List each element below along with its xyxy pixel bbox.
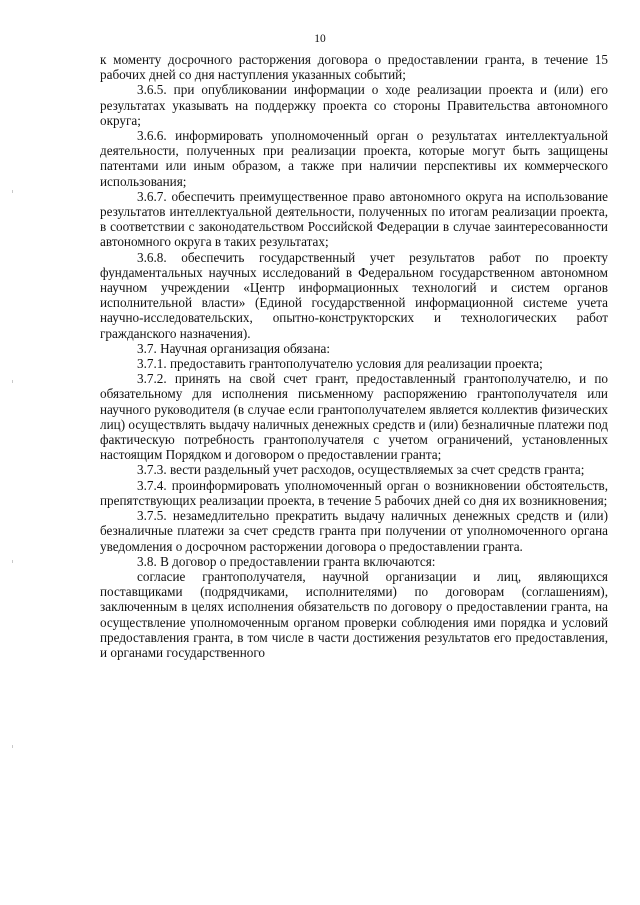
paragraph-3-7-5: 3.7.5. незамедлительно прекратить выдачу наличных денежных средств и (или) безналичные платежи за счет средств гранта при получении от уполномоченного органа уведомления о досрочном расторжении договора о предоставлении гранта. (100, 508, 608, 554)
paragraph-3-8-consent: согласие грантополучателя, научной организации и лиц, являющихся поставщиками (подрядчиками, исполнителями) по договорам (соглашениям), заключенным в целях исполнения обязательств по договору о предоставлении гранта, на осуществление уполномоченным органом проверки соблюдения ими порядка и условий предоставления гранта, в том числе в части достижения результатов его предоставления, и органами государственного (100, 568, 608, 660)
paragraph-3-8: 3.8. В договор о предоставлении гранта включаются: (137, 553, 436, 569)
paragraph-3-7: 3.7. Научная организация обязана: (137, 340, 331, 356)
paragraph-3-6-5: 3.6.5. при опубликовании информации о ходе реализации проекта и (или) его результатах указывать на поддержку проекта со стороны Правительства автономного округа; (100, 82, 608, 128)
paragraph-3-7-3: 3.7.3. вести раздельный учет расходов, осуществляемых за счет средств гранта; (137, 462, 585, 478)
page-number: 10 (314, 33, 326, 45)
paragraph-3-6-6: 3.6.6. информировать уполномоченный орган о результатах интеллектуальной деятельности, полученных при реализации проекта, которые могут быть защищены патентами или иным образом, а также при наличии перспективы их коммерческого использования; (100, 128, 608, 189)
paragraph-3-7-2: 3.7.2. принять на свой счет грант, предоставленный грантополучателю, и по обязательному для исполнения письменному распоряжению грантополучателя или научного руководителя (в случае если грантополучателем является коллектив физических лиц) осуществлять выдачу наличных денежных средств и (или) безналичные платежи под фактическую потребность грантополучателя с учетом ограничений, установленных настоящим Порядком и договором о предоставлении гранта; (100, 371, 608, 463)
paragraph-3-6-8: 3.6.8. обеспечить государственный учет результатов работ по проекту фундаментальных научных исследований в Федеральном государственном автономном научном учреждении «Центр информационных технологий и систем органов исполнительной власти» (Единой государственной информационной системе учета научно-исследовательских, опытно-конструкторских и технологических работ гражданского назначения). (100, 249, 608, 341)
scan-margin-mark (12, 745, 13, 748)
scan-margin-mark (12, 190, 13, 193)
paragraph-3-7-4: 3.7.4. проинформировать уполномоченный орган о возникновении обстоятельств, препятствующих реализации проекта, в течение 5 рабочих дней со дня их возникновения; (100, 477, 608, 508)
scan-margin-mark (12, 560, 13, 563)
paragraph-continuation: к моменту досрочного расторжения договора о предоставлении гранта, в течение 15 рабочих дней со дня наступления указанных событий; (100, 52, 608, 83)
paragraph-3-6-7: 3.6.7. обеспечить преимущественное право автономного округа на использование результатов интеллектуальной деятельности, полученных по итогам реализации проекта, в соответствии с законодательством Российской Федерации в случае заинтересованности автономного округа в таких результатах; (100, 188, 608, 250)
document-body (100, 52, 608, 660)
paragraph-3-7-1: 3.7.1. предоставить грантополучателю условия для реализации проекта; (137, 356, 543, 372)
scan-margin-mark (12, 380, 13, 383)
